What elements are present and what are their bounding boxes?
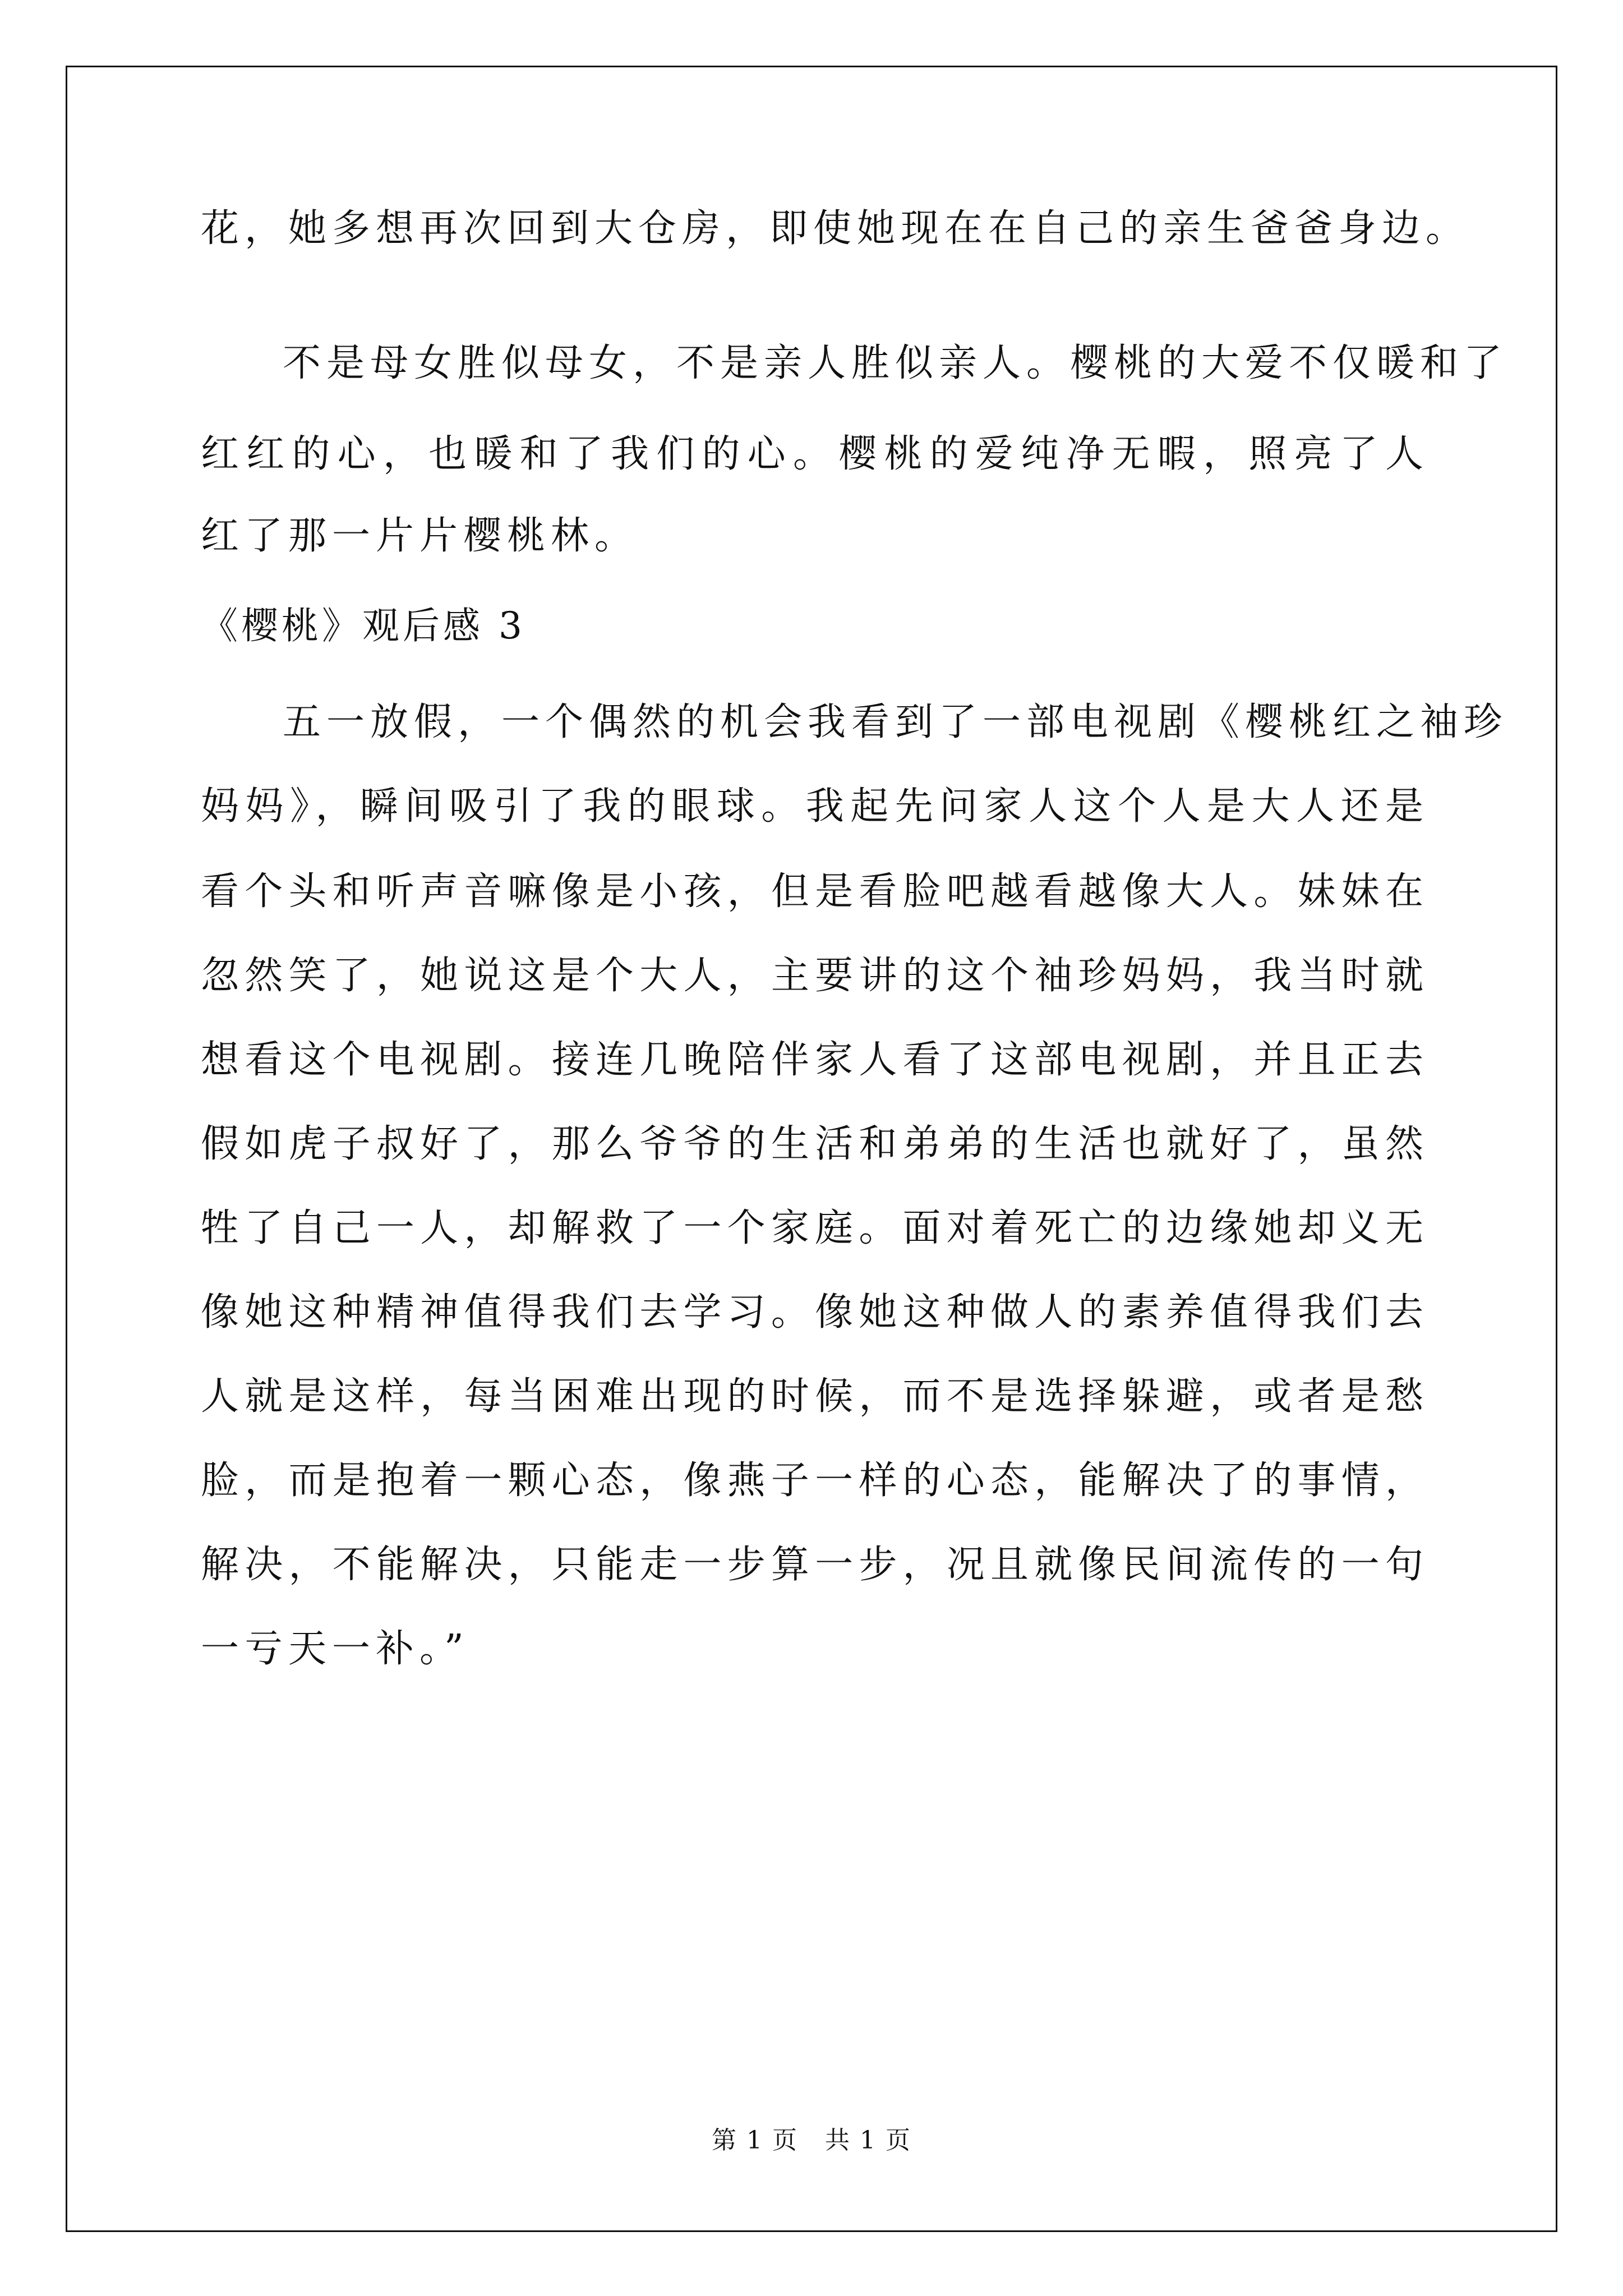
- paragraph-line: 解决，不能解决，只能走一步算一步，况且就像民间流传的一句: [201, 1543, 1429, 1587]
- paragraph-line: 人就是这样，每当困难出现的时候，而不是选择躲避，或者是愁: [201, 1374, 1429, 1419]
- paragraph-line: 牲了自己一人，却解救了一个家庭。面对着死亡的边缘她却义无: [201, 1206, 1429, 1250]
- section-heading: 《樱桃》观后感 3: [201, 604, 525, 647]
- paragraph-line: 忽然笑了，她说这是个大人，主要讲的这个袖珍妈妈，我当时就: [201, 954, 1429, 998]
- paragraph-line: 脸，而是抱着一颗心态，像燕子一样的心态，能解决了的事情，: [201, 1458, 1429, 1503]
- paragraph-line: 不是母女胜似母女，不是亲人胜似亲人。樱桃的大爱不仅暖和了: [283, 341, 1508, 385]
- paragraph-line: 红了那一片片樱桃林。: [201, 514, 639, 558]
- paragraph-line: 看个头和听声音嘛像是小孩，但是看脸吧越看越像大人。妹妹在: [201, 869, 1429, 914]
- paragraph-line: 像她这种精神值得我们去学习。像她这种做人的素养值得我们去: [201, 1290, 1429, 1335]
- paragraph-line: 想看这个电视剧。接连几晚陪伴家人看了这部电视剧，并且正去: [201, 1038, 1429, 1082]
- paragraph-line: 妈妈》，瞬间吸引了我的眼球。我起先问家人这个人是大人还是: [201, 784, 1429, 829]
- page-footer: 第 1 页 共 1 页: [712, 2126, 911, 2155]
- paragraph-line: 红红的心，也暖和了我们的心。樱桃的爱纯净无暇，照亮了人: [201, 432, 1429, 476]
- paragraph-line: 五一放假，一个偶然的机会我看到了一部电视剧《樱桃红之袖珍: [283, 700, 1508, 744]
- paragraph-line: 假如虎子叔好了，那么爷爷的生活和弟弟的生活也就好了，虽然: [201, 1122, 1429, 1166]
- paragraph-line: 一亏天一补。”: [201, 1627, 469, 1671]
- paragraph-line: 花，她多想再次回到大仓房，即使她现在在自己的亲生爸爸身边。: [201, 206, 1470, 251]
